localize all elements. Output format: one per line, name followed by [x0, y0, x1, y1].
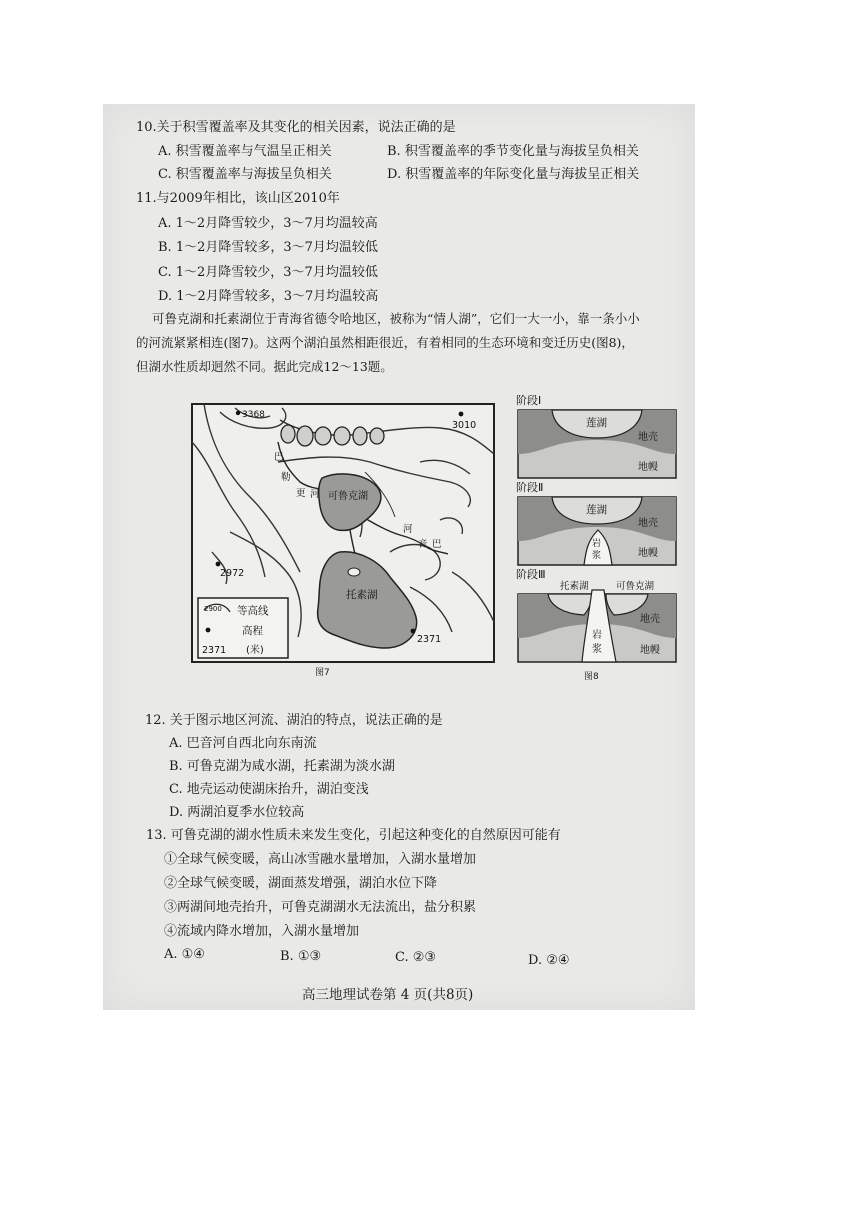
legend-contour-value: 2900: [204, 605, 222, 613]
stage2-diagram: [518, 497, 676, 565]
q13-stem: 13. 可鲁克湖的湖水性质未来发生变化，引起这种变化的自然原因可能有: [146, 828, 561, 843]
stage2-crust: 地壳: [638, 518, 658, 529]
q13-item-3: ③两湖间地壳抬升，可鲁克湖湖水无法流出，盐分积累: [164, 900, 477, 915]
stage1-lianhu: 莲湖: [586, 417, 607, 429]
elev-label-2371: 2371: [417, 634, 442, 645]
river-lower-char-1: 河: [403, 524, 413, 535]
q13-option-a: A. ①④: [164, 947, 205, 962]
q10-option-b: B. 积雪覆盖率的季节变化量与海拔呈负相关: [387, 144, 639, 159]
tuosu-island: [348, 568, 360, 576]
q10-option-d: D. 积雪覆盖率的年际变化量与海拔呈正相关: [387, 167, 640, 182]
q13-option-b: B. ①③: [280, 949, 322, 964]
q12-stem: 12. 关于图示地区河流、湖泊的特点，说法正确的是: [145, 713, 443, 728]
legend-elev-label-1: 高程: [242, 625, 263, 637]
q13-item-2: ②全球气候变暖，湖面蒸发增强，湖泊水位下降: [164, 876, 438, 891]
tuosu-lake-label: 托素湖: [346, 589, 378, 601]
fig8-caption: 图8: [584, 672, 599, 682]
elev-label-3010: 3010: [452, 420, 477, 431]
passage-line-3: 但湖水性质却迥然不同。据此完成12～13题。: [136, 359, 393, 374]
q10-option-c: C. 积雪覆盖率与海拔呈负相关: [158, 167, 332, 182]
legend-point-symbol: [206, 628, 211, 633]
river-upper-char-1: 巴: [274, 452, 284, 463]
q12-option-d: D. 两湖泊夏季水位较高: [169, 805, 305, 820]
stage1-mantle: 地幔: [638, 462, 658, 473]
stage3-mantle: 地幔: [640, 645, 660, 656]
stage3-label: 阶段Ⅲ: [516, 568, 546, 581]
legend-elev-label-2: (米): [246, 645, 264, 656]
legend-point-value: 2371: [202, 645, 227, 656]
elev-label-2972: 2972: [220, 568, 245, 579]
q11-option-a: A. 1～2月降雪较少，3～7月均温较高: [158, 216, 378, 231]
stage3-magma-2: 浆: [592, 644, 602, 655]
page-footer: 高三地理试卷第 4 页(共8页): [302, 987, 474, 1003]
q11-option-c: C. 1～2月降雪较少，3～7月均温较低: [158, 265, 378, 280]
stage1-crust: 地壳: [638, 432, 658, 443]
stage2-mantle: 地幔: [638, 548, 658, 559]
elev-point-2972: [216, 562, 221, 567]
keluke-lake-label: 可鲁克湖: [328, 491, 368, 502]
q13-item-4: ④流域内降水增加，入湖水量增加: [164, 924, 360, 939]
q11-option-b: B. 1～2月降雪较多，3～7月均温较低: [158, 240, 378, 255]
elev-point-2371: [411, 629, 416, 634]
stage2-magma-1: 岩: [592, 539, 602, 549]
q12-option-c: C. 地壳运动使湖床抬升，湖泊变浅: [169, 782, 369, 797]
river-upper-char-4: 河: [310, 489, 320, 500]
stage2-lianhu: 莲湖: [586, 504, 607, 516]
q11-stem: 11.与2009年相比，该山区2010年: [136, 191, 340, 206]
river-lower-char-2: 音: [418, 539, 428, 550]
q13-option-c: C. ②③: [395, 950, 437, 965]
stage2-magma-2: 浆: [592, 551, 602, 561]
stage1-diagram: [518, 410, 676, 478]
passage-line-2: 的河流紧紧相连(图7)。这两个湖泊虽然相距很近，有着相同的生态环境和变迁历史(图8)，: [136, 335, 634, 350]
river-upper-char-2: 勒: [281, 472, 291, 483]
fig7-caption: 图7: [315, 668, 330, 678]
q12-option-b: B. 可鲁克湖为咸水湖，托素湖为淡水湖: [169, 759, 395, 774]
stage3-tuosu: 托素湖: [560, 581, 589, 592]
river-lower-char-3: 巴: [432, 539, 442, 550]
stage1-label: 阶段Ⅰ: [516, 394, 542, 407]
stage2-label: 阶段Ⅱ: [516, 481, 544, 494]
q12-option-a: A. 巴音河自西北向东南流: [169, 736, 317, 751]
elev-label-3368: 3368: [242, 410, 265, 420]
stage3-keluke: 可鲁克湖: [616, 581, 655, 592]
stage3-magma-1: 岩: [592, 630, 602, 641]
legend-contour-label: 等高线: [237, 605, 269, 617]
stage3-crust: 地壳: [640, 614, 660, 625]
elev-point-3368: [236, 411, 240, 415]
q13-option-d: D. ②④: [528, 953, 570, 968]
q11-option-d: D. 1～2月降雪较多，3～7月均温较高: [158, 289, 379, 304]
fig7-map: [190, 402, 496, 664]
q10-stem: 10.关于积雪覆盖率及其变化的相关因素，说法正确的是: [136, 120, 456, 135]
passage-line-1: 可鲁克湖和托素湖位于青海省德令哈地区，被称为“情人湖”，它们一大一小，靠一条小小: [152, 311, 640, 326]
q13-item-1: ①全球气候变暖，高山冰雪融水量增加，入湖水量增加: [164, 852, 477, 867]
elev-point-3010: [459, 412, 464, 417]
river-upper-char-3: 更: [296, 488, 306, 499]
stage3-diagram: [518, 590, 676, 662]
fig8-stages: [512, 390, 682, 668]
q10-option-a: A. 积雪覆盖率与气温呈正相关: [158, 144, 332, 159]
